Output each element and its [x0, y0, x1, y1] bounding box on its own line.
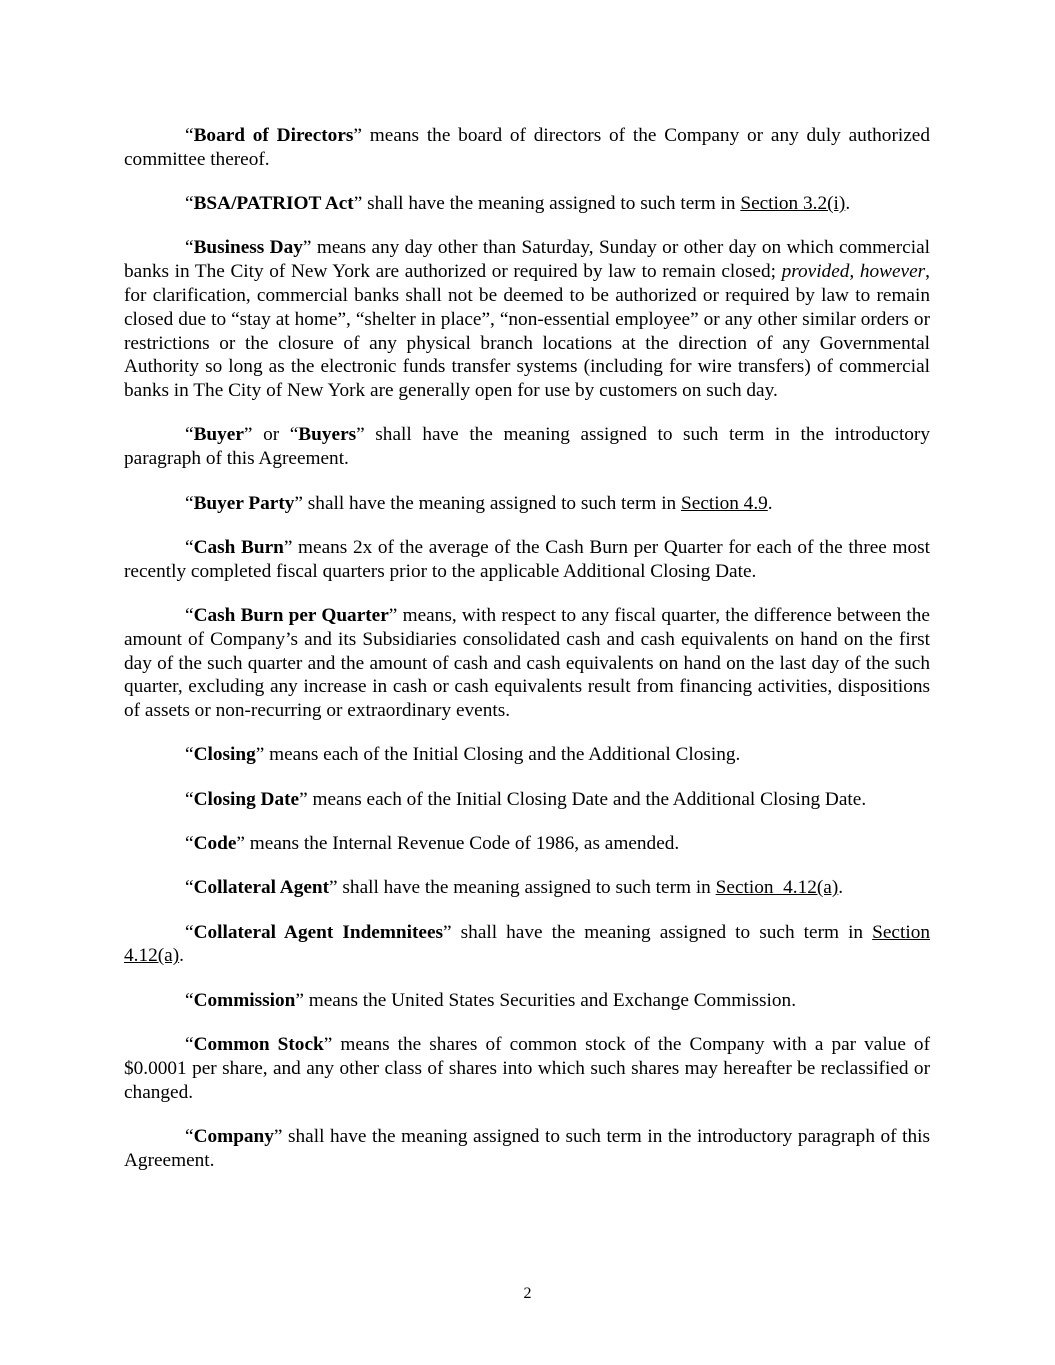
definition-closing: “Closing” means each of the Initial Closing and the Additional Closing.	[185, 744, 741, 766]
definition-collateral-agent-indemnitees: “Collateral Agent Indemnitees” shall have the meaning assigned to such term in Section 4.12(a).	[124, 921, 930, 967]
definition-text-continued: , for clarification, commercial banks shall not be deemed to be authorized or required by law to remain closed due to “stay at home”, “shelter in place”, “non-essential employee” or any other similar orders or restrictions or the closure of any physical branch locations at the direction of any Governmental Authority so long as the electronic funds transfer systems (including for wire transfers) of commercial banks in The City of New York are generally open for use by customers on such day.	[124, 261, 930, 402]
definition-commission: “Commission” means the United States Securities and Exchange Commission.	[185, 989, 797, 1011]
defined-term: Company	[193, 1125, 274, 1147]
definition-text: means each of the Initial Closing and the Additional Closing.	[264, 744, 741, 766]
defined-term: Code	[193, 833, 237, 855]
section-reference: Section 4.9	[681, 492, 768, 514]
definition-collateral-agent: “Collateral Agent” shall have the meaning assigned to such term in Section 4.12(a).	[185, 877, 844, 899]
definition-text: shall have the meaning assigned to such term in	[362, 193, 741, 215]
definition-text: means the shares of common stock of the Company with a par value of $0.0001 per share, and any other class of shares into which such shares may hereafter be reclassified or changed.	[124, 1034, 930, 1103]
defined-term: Cash Burn	[193, 536, 284, 558]
defined-term: BSA/PATRIOT Act	[193, 193, 354, 215]
definition-text: means each of the Initial Closing Date and the Additional Closing Date.	[307, 788, 867, 810]
section-reference: Section 4.12(a)	[715, 877, 839, 899]
definition-bsa-patriot-act: “BSA/PATRIOT Act” shall have the meaning assigned to such term in Section 3.2(i).	[185, 193, 851, 215]
term-connector: or “	[252, 424, 299, 446]
definition-text-end: .	[838, 877, 844, 899]
definition-text-end: .	[179, 945, 184, 967]
definition-text: means the Internal Revenue Code of 1986, as amended.	[244, 833, 680, 855]
definition-company: “Company” shall have the meaning assigned to such term in the introductory paragraph of this Agreement.	[124, 1125, 930, 1171]
definition-buyer: “Buyer” or “Buyers” shall have the meaning assigned to such term in the introductory paragraph of this Agreement.	[124, 424, 930, 470]
definition-buyer-party: “Buyer Party” shall have the meaning assigned to such term in Section 4.9.	[185, 492, 773, 514]
definition-text-end: .	[845, 193, 851, 215]
definition-text: shall have the meaning assigned to such term in	[337, 877, 716, 899]
definition-text: shall have the meaning assigned to such term in	[451, 921, 873, 943]
defined-term: Buyer Party	[193, 492, 295, 514]
definition-text: means 2x of the average of the Cash Burn per Quarter for each of the three most recently completed fiscal quarters prior to the applicable Additional Closing Date.	[124, 536, 930, 582]
definition-cash-burn: “Cash Burn” means 2x of the average of the Cash Burn per Quarter for each of the three most recently completed fiscal quarters prior to the applicable Additional Closing Date.	[124, 536, 930, 582]
defined-term: Collateral Agent Indemnitees	[193, 921, 444, 943]
definition-business-day: “Business Day” means any day other than Saturday, Sunday or other day on which commercial banks in The City of New York are authorized or required by law to remain closed; provided, however, for clarification, commercial banks shall not be deemed to be authorized or required by law to remain closed due to “stay at home”, “shelter in place”, “non-essential employee” or any other similar orders or restrictions or the closure of any physical branch locations at the direction of any Governmental Authority so long as the electronic funds transfer systems (including for wire transfers) of commercial banks in The City of New York are generally open for use by customers on such day.	[124, 237, 930, 402]
definition-cash-burn-per-quarter: “Cash Burn per Quarter” means, with respect to any fiscal quarter, the difference between the amount of Company’s and its Subsidiaries consolidated cash and cash equivalents on hand on the first day of the such quarter and the amount of cash and cash equivalents on hand on the last day of the such quarter, excluding any increase in cash or cash equivalents result from financing activities, dispositions of assets or non-recurring or extraordinary events.	[124, 604, 930, 722]
section-reference: Section 4.12(a)	[124, 921, 930, 967]
definition-text-end: .	[767, 492, 773, 514]
definition-text: means, with respect to any fiscal quarter, the difference between the amount of Company’s and its Subsidiaries consolidated cash and cash equivalents on hand on the first day of the such quarter and the amount of cash and cash equivalents on hand on the last day of the such quarter, excluding any increase in cash or cash equivalents result from financing activities, dispositions of assets or non-recurring or extraordinary events.	[124, 604, 930, 722]
defined-term: Closing Date	[193, 788, 300, 810]
defined-term: Business Day	[193, 237, 303, 259]
definition-text: means the United States Securities and Exchange Commission.	[303, 989, 797, 1011]
page-number: 2	[523, 1285, 532, 1302]
definition-common-stock: “Common Stock” means the shares of common stock of the Company with a par value of $0.0001 per share, and any other class of shares into which such shares may hereafter be reclassified or changed.	[124, 1034, 930, 1103]
defined-term: Cash Burn per Quarter	[193, 604, 389, 626]
defined-term: Board of Directors	[193, 125, 354, 146]
definition-code: “Code” means the Internal Revenue Code of 1986, as amended.	[185, 833, 680, 855]
definition-text: shall have the meaning assigned to such term in the introductory paragraph of this Agreement.	[124, 1125, 930, 1171]
section-reference: Section 3.2(i)	[740, 193, 846, 215]
definition-closing-date: “Closing Date” means each of the Initial Closing Date and the Additional Closing Date.	[185, 788, 867, 810]
definition-text: means the board of directors of the Company or any duly authorized committee thereof.	[124, 125, 930, 170]
document-body	[124, 124, 930, 1193]
defined-term: Common Stock	[193, 1034, 324, 1056]
definition-board-of-directors: “Board of Directors” means the board of directors of the Company or any duly authorized committee thereof.	[124, 125, 930, 170]
proviso-italic: provided, however	[781, 261, 926, 283]
defined-term: Commission	[193, 989, 296, 1011]
defined-term: Collateral Agent	[193, 877, 330, 899]
definition-text: means any day other than Saturday, Sunday or other day on which commercial banks in The City of New York are authorized or required by law to remain closed;	[124, 237, 930, 283]
defined-term-alternate: Buyers	[298, 424, 357, 446]
definition-text: shall have the meaning assigned to such term in	[302, 492, 682, 514]
defined-term: Buyer	[193, 424, 244, 446]
defined-term: Closing	[193, 744, 256, 766]
definition-text: shall have the meaning assigned to such term in the introductory paragraph of this Agreement.	[124, 424, 930, 470]
